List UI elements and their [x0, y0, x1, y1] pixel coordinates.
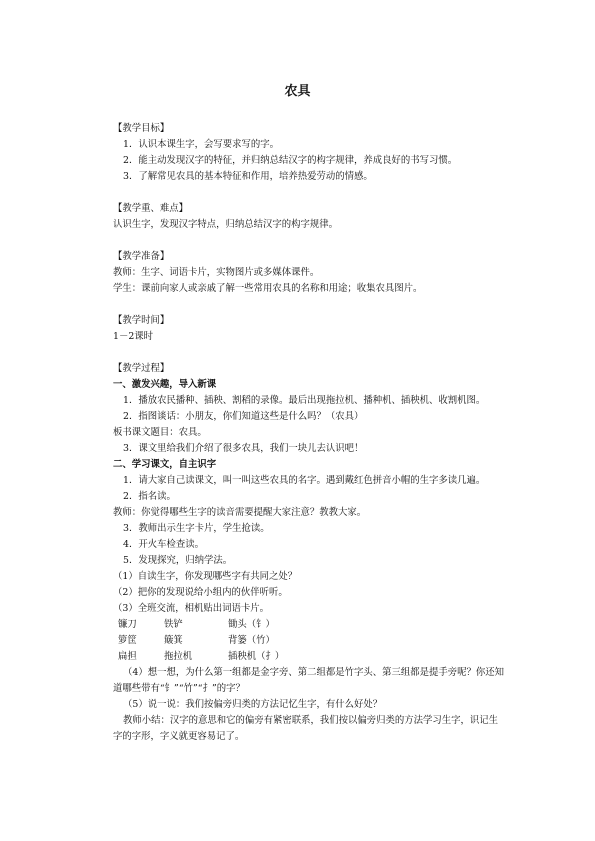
time-header: 【教学时间】: [113, 315, 170, 326]
section2-p4: 3．教师出示生字卡片，学生抢读。: [123, 523, 270, 534]
word-card: 簸箕: [164, 635, 183, 646]
section2-s2: （2）把你的发现说给小组内的伙伴听听。: [113, 587, 288, 598]
prep-student: 学生：课前向家人或亲戚了解一些常用农具的名称和用途；收集农具图片。: [113, 283, 423, 294]
key-points-text: 认识生字，发现汉字特点，归纳总结汉字的构字规律。: [113, 219, 339, 230]
word-card: 拖拉机: [164, 651, 193, 662]
word-card: 镰刀: [118, 619, 137, 630]
section2-heading: 二、学习课文，自主识字: [113, 459, 217, 470]
section1-p2: 2．指图谈话：小朋友，你们知道这些是什么吗？（农具）: [123, 411, 364, 422]
key-points-header: 【教学重、难点】: [113, 203, 189, 214]
prep-header: 【教学准备】: [113, 251, 170, 262]
section2-p3: 教师：你觉得哪些生字的读音需要提醒大家注意？教教大家。: [113, 507, 367, 518]
section1-p3: 板书课文题目：农具。: [113, 427, 207, 438]
section2-s5: （5）说一说：我们按偏旁归类的方法记忆生字，有什么好处？: [123, 699, 383, 710]
goal-item-3: 3．了解常见农具的基本特征和作用，培养热爱劳动的情感。: [123, 171, 373, 182]
section2-s3: （3）全班交流，相机贴出词语卡片。: [113, 603, 269, 614]
section2-p5: 4．开火车检查读。: [123, 539, 204, 550]
teacher-summary: 教师小结：汉字的意思和它的偏旁有紧密联系，我们按以偏旁归类的方法学习生字，识记生字的字形，字义就更容易记了。: [113, 715, 499, 742]
section1-p4: 3．课文里给我们介绍了很多农具，我们一块儿去认识吧！: [123, 443, 364, 454]
section2-p2: 2．指名读。: [123, 491, 176, 502]
goal-item-2: 2．能主动发现汉字的特征，并归纳总结汉字的构字规律，养成良好的书写习惯。: [123, 155, 458, 166]
goal-item-1: 1．认识本课生字，会写要求写的字。: [123, 139, 279, 150]
document-body: [113, 121, 505, 745]
time-text: 1－2课时: [113, 331, 154, 342]
section2-s4: （4）想一想，为什么第一组都是金字旁、第二组都是竹字头、第三组都是提手旁呢？你还知道哪些带有“钅”“竹”“扌”的字？: [113, 667, 504, 694]
section2-p6: 5．发现探究，归纳学法。: [123, 555, 233, 566]
word-card: 扁担: [118, 651, 137, 662]
word-card-table: [113, 617, 505, 665]
prep-teacher: 教师：生字、词语卡片，实物图片或多媒体课件。: [113, 267, 320, 278]
word-card: 箩筐: [118, 635, 137, 646]
document-title: 农具: [284, 84, 311, 99]
section1-heading: 一、激发兴趣，导入新课: [113, 379, 217, 390]
goals-header: 【教学目标】: [113, 123, 170, 134]
word-card: 锄头（钅）: [228, 619, 275, 630]
process-header: 【教学过程】: [113, 363, 170, 374]
word-card: 插秧机（扌）: [228, 651, 285, 662]
section2-p1: 1．请大家自己读课文，叫一叫这些农具的名字。遇到戴红色拼音小帽的生字多读几遍。: [123, 475, 486, 486]
word-card: 背篓（竹）: [228, 635, 275, 646]
word-card: 铁铲: [164, 619, 183, 630]
section2-s1: （1）自读生字，你发现哪些字有共同之处？: [113, 571, 298, 582]
section1-p1: 1．播放农民播种、插秧、割稻的录像。最后出现拖拉机、播种机、插秧机、收割机图。: [123, 395, 486, 406]
